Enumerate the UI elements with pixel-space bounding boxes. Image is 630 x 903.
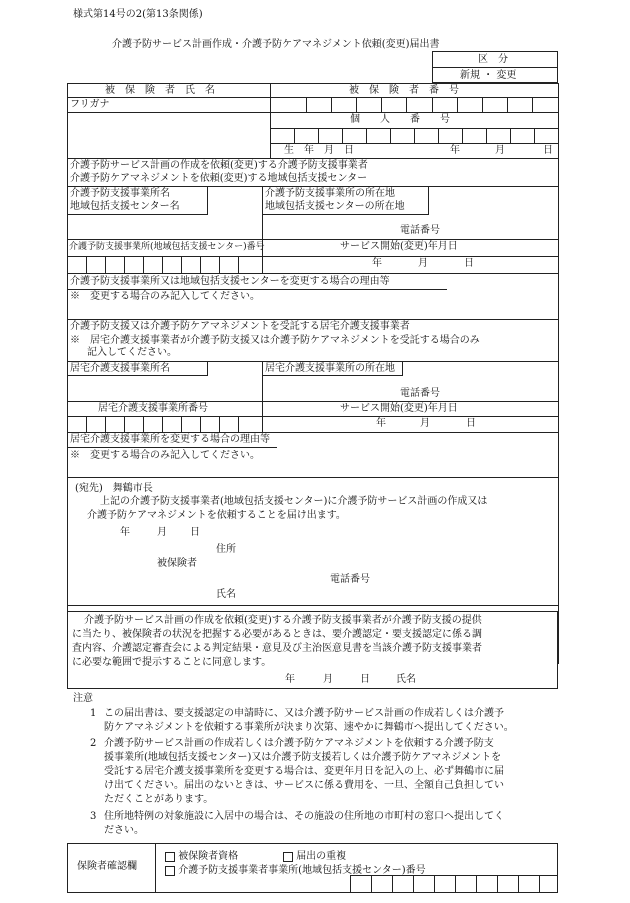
submission-body-2: 介護予防ケアマネジメントを依頼することを届け出ます。 bbox=[87, 510, 346, 521]
prevention-start-label: サービス開始(変更)年月日 bbox=[340, 241, 458, 252]
insured-name-input[interactable] bbox=[72, 114, 267, 144]
note-1-line-2: 防ケアマネジメントを依頼する事業所が決まり次第、速やかに舞鶴市へ提出してください。 bbox=[104, 722, 514, 733]
care-phone-label: 電話番号 bbox=[400, 388, 440, 399]
consent-name-label: 氏名 bbox=[396, 674, 416, 685]
care-heading: 介護予防支援又は介護予防ケアマネジメントを受託する居宅介護支援事業者 bbox=[70, 321, 410, 332]
care-office-address-label: 居宅介護支援事業所の所在地 bbox=[265, 363, 395, 374]
consent-line-4: に必要な範囲で提示することに同意します。 bbox=[72, 657, 272, 668]
insurer-office-number-input[interactable] bbox=[351, 876, 557, 892]
prevention-office-address-input[interactable] bbox=[432, 187, 556, 227]
prevention-office-address-2: 地域包括支援センターの所在地 bbox=[265, 201, 405, 212]
prevention-reason-label: 介護予防支援事業所又は地域包括支援センターを変更する場合の理由等 bbox=[70, 276, 390, 287]
note-1-line-1: この届出書は、要支援認定の申請時に、又は介護予防サービス計画の作成若しくは介護予 bbox=[104, 708, 504, 719]
care-office-number-label: 居宅介護支援事業所番号 bbox=[98, 403, 208, 414]
care-office-name-label: 居宅介護支援事業所名 bbox=[70, 363, 170, 374]
submission-insured-label: 被保険者 bbox=[157, 558, 197, 569]
note-1-num: 1 bbox=[90, 708, 97, 719]
consent-year-unit: 年 bbox=[285, 674, 295, 685]
submission-month-unit: 月 bbox=[157, 527, 167, 538]
note-2-line-3: 受託する居宅介護支援事業所を変更する場合は、変更年月日を記入の上、必ず舞鶴市に届 bbox=[104, 766, 504, 777]
insurer-option-1[interactable]: 被保険者資格 bbox=[165, 847, 238, 862]
addressee: (宛先) 舞鶴市長 bbox=[75, 483, 153, 494]
submission-day-unit: 日 bbox=[190, 527, 200, 538]
prevention-office-number-input[interactable] bbox=[68, 257, 261, 272]
care-office-number-input[interactable] bbox=[68, 417, 261, 431]
insurer-check-label: 保険者確認欄 bbox=[77, 861, 137, 872]
furigana-label: フリガナ bbox=[70, 99, 110, 110]
note-3-num: 3 bbox=[90, 811, 97, 822]
submission-phone-label: 電話番号 bbox=[330, 574, 370, 585]
care-note-2: 記入してください。 bbox=[87, 347, 177, 358]
submission-name-input[interactable] bbox=[240, 586, 550, 600]
category-value[interactable]: 新規 ・ 変更 bbox=[460, 70, 517, 81]
birthdate-month-unit: 月 bbox=[495, 145, 505, 156]
note-3-line-1: 住所地特例の対象施設に入居中の場合は、その施設の住所地の市町村の窓口へ提出してく bbox=[104, 811, 504, 822]
prevention-start-year-unit: 年 bbox=[372, 258, 382, 269]
birthdate-day-unit: 日 bbox=[543, 145, 553, 156]
prevention-heading-1: 介護予防サービス計画の作成を依頼(変更)する介護予防支援事業者 bbox=[70, 160, 368, 171]
note-2-line-2: 援事業所(地域包括支援センター)又は介護予防支援若しくは介護予防ケアマネジメントを bbox=[104, 752, 502, 763]
insurer-option-3[interactable]: 介護予防支援事業者事業所(地域包括支援センター)番号 bbox=[165, 861, 426, 876]
prevention-office-name-input[interactable] bbox=[70, 217, 258, 239]
birthdate-label: 生 年 月 日 bbox=[284, 145, 354, 156]
prevention-start-month-unit: 月 bbox=[418, 258, 428, 269]
prevention-start-day-unit: 日 bbox=[464, 258, 474, 269]
consent-line-3: 査内容、介護認定審査会による判定結果・意見及び主治医意見書を当該介護予防支援事業者 bbox=[72, 643, 482, 654]
checkbox-icon[interactable] bbox=[165, 866, 175, 876]
prevention-reason-note: ※ 変更する場合のみ記入してください。 bbox=[70, 291, 260, 302]
insured-name-label: 被 保 険 者 氏 名 bbox=[105, 85, 215, 96]
consent-line-2: に当たり、被保険者の状況を把握する必要があるときは、要介護認定・要支援認定に係る調 bbox=[72, 629, 482, 640]
birthdate-year-unit: 年 bbox=[450, 145, 460, 156]
care-start-day-unit: 日 bbox=[466, 418, 476, 429]
insured-number-label: 被 保 険 者 番 号 bbox=[349, 85, 459, 96]
note-2-line-4: け出てください。届出のないときは、サービスに係る費用を、一旦、全額自己負担してい bbox=[104, 780, 504, 791]
form-title: 介護予防サービス計画作成・介護予防ケアマネジメント依頼(変更)届出書 bbox=[112, 39, 440, 50]
personal-number-label: 個 人 番 号 bbox=[350, 114, 450, 125]
consent-name-input[interactable] bbox=[420, 672, 550, 687]
notes-heading: 注意 bbox=[73, 693, 93, 704]
care-start-label: サービス開始(変更)年月日 bbox=[340, 403, 458, 414]
note-2-num: 2 bbox=[90, 738, 97, 749]
form-number: 様式第14号の2(第13条関係) bbox=[73, 9, 203, 20]
note-2-line-1: 介護予防サービス計画の作成若しくは介護予防ケアマネジメントを依頼する介護予防支 bbox=[104, 738, 494, 749]
note-3-line-2: ださい。 bbox=[104, 825, 144, 836]
care-office-address-input[interactable] bbox=[406, 362, 556, 386]
personal-number-input[interactable] bbox=[271, 129, 557, 142]
consent-day-unit: 日 bbox=[360, 674, 370, 685]
checkbox-icon[interactable] bbox=[283, 852, 293, 862]
care-reason-input[interactable] bbox=[70, 464, 556, 474]
care-note-1: ※ 居宅介護支援事業者が介護予防支援又は介護予防ケアマネジメントを受託する場合のみ bbox=[70, 335, 480, 346]
furigana-input[interactable] bbox=[72, 97, 267, 111]
care-reason-label: 居宅介護支援事業所を変更する場合の理由等 bbox=[70, 434, 270, 445]
checkbox-icon[interactable] bbox=[165, 852, 175, 862]
submission-year-unit: 年 bbox=[120, 527, 130, 538]
care-start-year-unit: 年 bbox=[376, 418, 386, 429]
prevention-office-address-1: 介護予防支援事業所の所在地 bbox=[265, 188, 395, 199]
prevention-reason-input[interactable] bbox=[70, 305, 556, 317]
insured-number-input[interactable] bbox=[271, 98, 557, 111]
care-start-month-unit: 月 bbox=[420, 418, 430, 429]
care-office-name-input[interactable] bbox=[70, 378, 258, 398]
prevention-office-number-label: 介護予防支援事業所(地域包括支援センター)番号 bbox=[69, 242, 265, 252]
submission-body-1: 上記の介護予防支援事業者(地域包括支援センター)に介護予防サービス計画の作成又は bbox=[100, 496, 488, 507]
note-2-line-5: ただくことがあります。 bbox=[104, 794, 214, 805]
submission-address-label: 住所 bbox=[216, 544, 236, 555]
insurer-option-2[interactable]: 届出の重複 bbox=[283, 847, 346, 862]
category-label: 区 分 bbox=[478, 54, 508, 65]
prevention-office-name-2: 地域包括支援センター名 bbox=[70, 201, 180, 212]
submission-name-label: 氏名 bbox=[216, 589, 236, 600]
prevention-office-name-1: 介護予防支援事業所名 bbox=[70, 188, 170, 199]
prevention-heading-2: 介護予防ケアマネジメントを依頼(変更)する地域包括支援センター bbox=[70, 173, 368, 184]
prevention-phone-label: 電話番号 bbox=[400, 225, 440, 236]
consent-line-1: 介護予防サービス計画の作成を依頼(変更)する介護予防支援事業者が介護予防支援の提供 bbox=[84, 615, 482, 626]
care-reason-note: ※ 変更する場合のみ記入してください。 bbox=[70, 450, 260, 461]
submission-address-input[interactable] bbox=[240, 541, 550, 555]
consent-month-unit: 月 bbox=[323, 674, 333, 685]
